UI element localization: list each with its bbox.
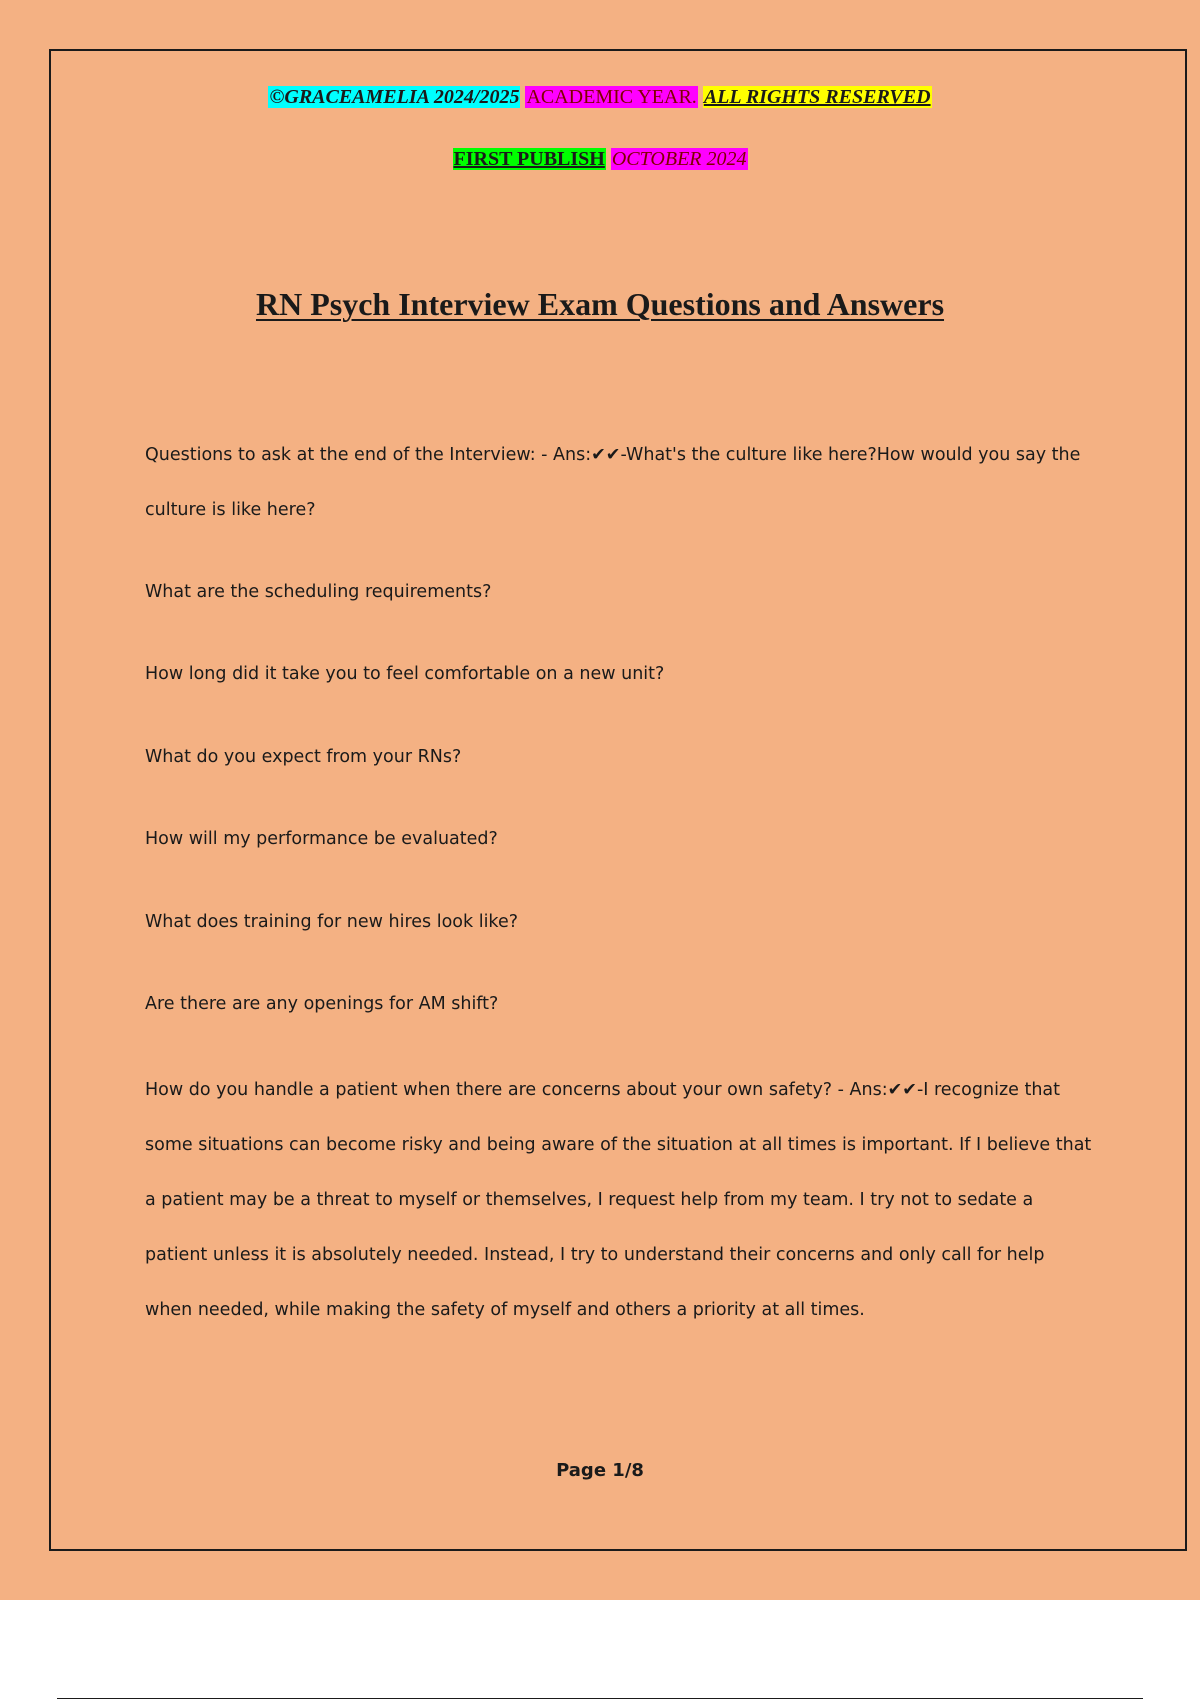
header-publish-line (0, 146, 1200, 172)
qa-item-safety-concerns: How do you handle a patient when there are concerns about your own safety? - Ans:✔✔-I recognize that some situations can become risky and being aware of the situation at all times is important. If I believe that a patient may be a threat to myself or themselves, I request help from my team. I try not to sedate a patient unless it is absolutely needed. Instead, I try to understand their concerns and only call for help when needed, while making the safety of myself and others a priority at all times. (145, 1080, 1092, 1320)
document-title: RN Psych Interview Exam Questions and Answers (255, 286, 945, 322)
first-publish-label: FIRST PUBLISH (453, 148, 605, 170)
page-number: Page 1/8 (556, 1460, 644, 1481)
qa-item-scheduling: What are the scheduling requirements? (145, 582, 492, 602)
qa-item-expectations: What do you expect from your RNs? (145, 747, 462, 767)
qa-item-am-shift: Are there are any openings for AM shift? (145, 994, 499, 1014)
next-page-top-rule (57, 1698, 1143, 1699)
header-copyright-line (0, 84, 1200, 110)
rights-reserved-label: ALL RIGHTS RESERVED (703, 86, 931, 108)
qa-item-performance: How will my performance be evaluated? (145, 829, 498, 849)
qa-item-training: What does training for new hires look like? (145, 912, 518, 932)
publish-date: OCTOBER 2024 (611, 148, 747, 170)
qa-item-questions-to-ask: Questions to ask at the end of the Interview: - Ans:✔✔-What's the culture like here?How would you say the culture is like here? (145, 445, 1081, 520)
academic-year-label: ACADEMIC YEAR. (526, 86, 697, 108)
qa-item-comfortable-new-unit: How long did it take you to feel comfortable on a new unit? (145, 664, 665, 684)
copyright-notice: ©GRACEAMELIA 2024/2025 (269, 86, 520, 108)
